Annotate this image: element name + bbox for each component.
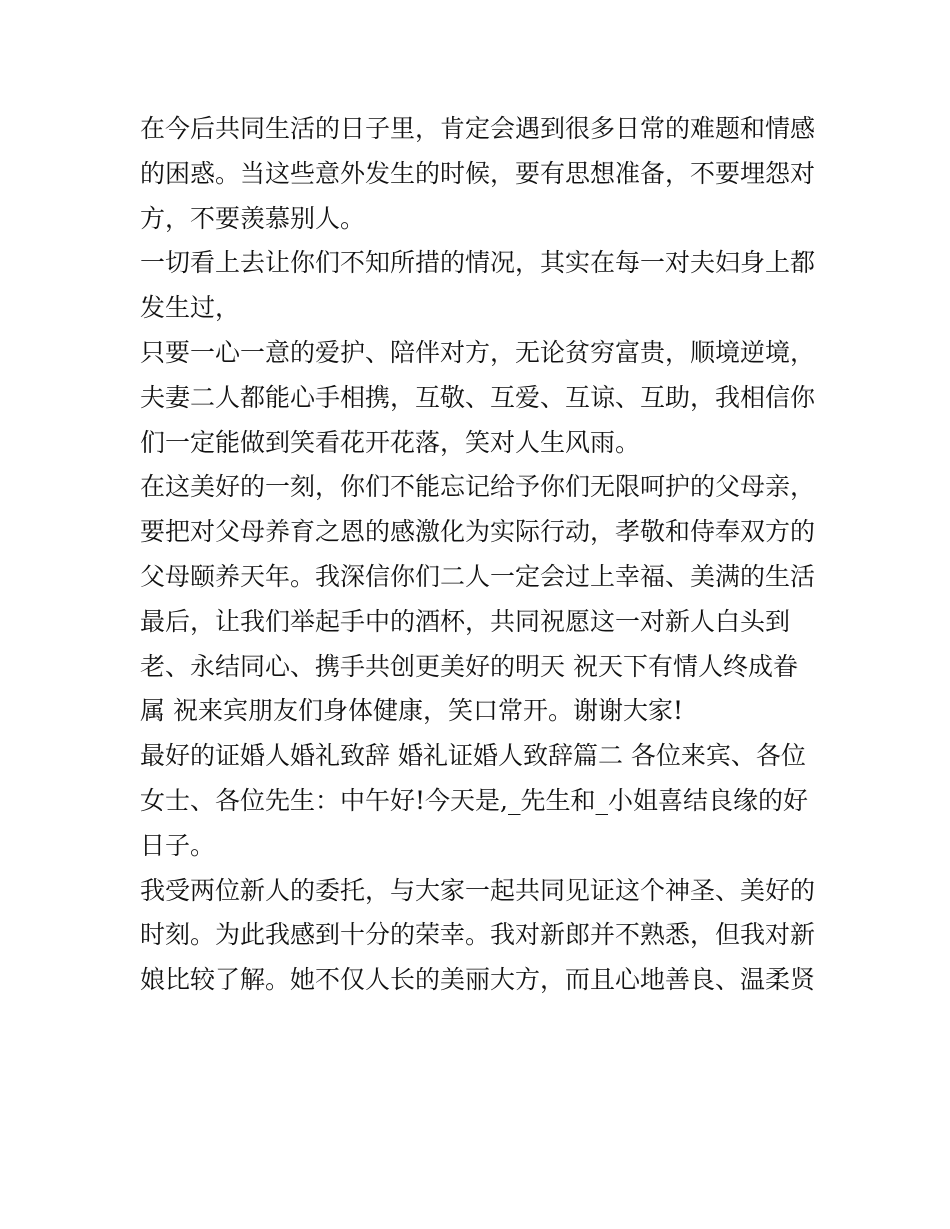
text-line: 在这美好的一刻，你们不能忘记给予你们无限呵护的父母亲， [140, 472, 816, 502]
body-text [140, 107, 820, 1003]
text-line: 日子。 [140, 830, 216, 860]
text-line: 女士、各位先生：中午好!今天是,_先生和_小姐喜结良缘的好 [140, 785, 808, 815]
text-line: 夫妻二人都能心手相携，互敬、互爱、互谅、互助，我相信你 [140, 382, 816, 412]
text-line: 娘比较了解。她不仅人长的美丽大方，而且心地善良、温柔贤 [140, 965, 816, 995]
text-line: 时刻。为此我感到十分的荣幸。我对新郎并不熟悉，但我对新 [140, 920, 816, 950]
text-line: 发生过， [140, 293, 241, 323]
text-line: 方，不要羡慕别人。 [140, 203, 366, 233]
text-line: 们一定能做到笑看花开花落，笑对人生风雨。 [140, 427, 641, 457]
text-line: 只要一心一意的爱护、陪伴对方，无论贫穷富贵，顺境逆境， [140, 337, 816, 367]
text-line: 要把对父母养育之恩的感激化为实际行动，孝敬和侍奉双方的 [140, 517, 816, 547]
text-line: 最后，让我们举起手中的酒杯，共同祝愿这一对新人白头到 [140, 606, 791, 636]
text-line: 一切看上去让你们不知所措的情况，其实在每一对夫妇身上都 [140, 248, 816, 278]
text-line: 老、永结同心、携手共创更美好的明天 祝天下有情人终成眷 [140, 651, 798, 681]
text-line: 的困惑。当这些意外发生的时候，要有思想准备，不要埋怨对 [140, 158, 816, 188]
text-line: 最好的证婚人婚礼致辞 婚礼证婚人致辞篇二 各位来宾、各位 [140, 741, 806, 771]
text-line: 属 祝来宾朋友们身体健康，笑口常开。谢谢大家! [140, 696, 683, 726]
text-line: 在今后共同生活的日子里，肯定会遇到很多日常的难题和情感 [140, 114, 816, 143]
text-line: 父母颐养天年。我深信你们二人一定会过上幸福、美满的生活 [140, 561, 816, 591]
text-line: 我受两位新人的委托，与大家一起共同见证这个神圣、美好的 [140, 875, 816, 905]
